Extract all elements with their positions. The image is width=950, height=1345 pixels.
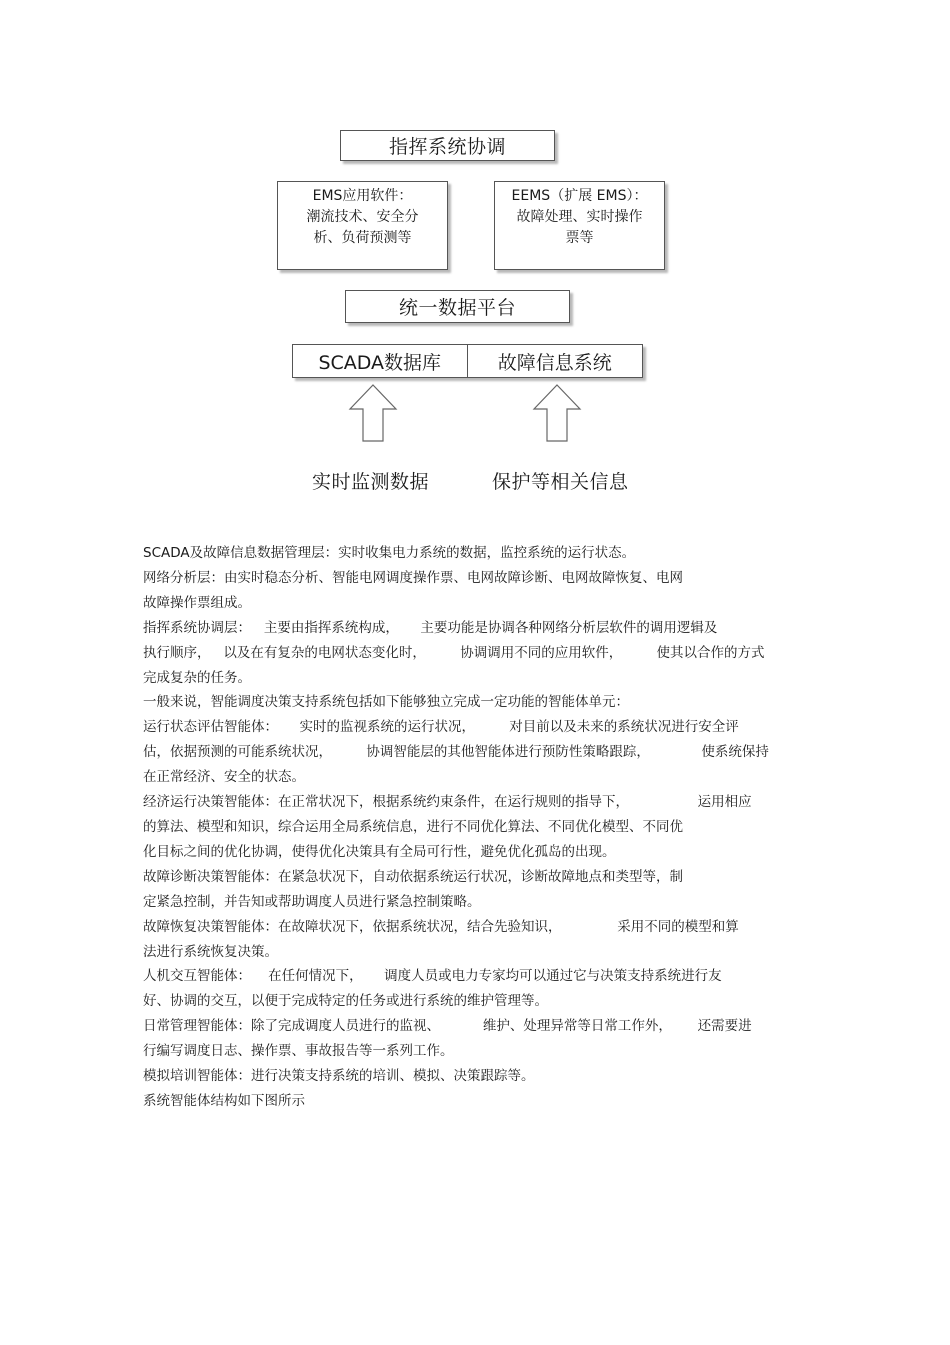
paragraph-line: 法进行系统恢复决策。	[143, 943, 278, 960]
eems-line-3: 票等	[565, 230, 594, 246]
paragraph-line: 一般来说，智能调度决策支持系统包括如下能够独立完成一定功能的智能体单元：	[143, 694, 629, 711]
realtime-monitoring-data-label: 实时监测数据	[312, 471, 430, 493]
paragraph-line: 故障诊断决策智能体：在紧急状况下，自动依据系统运行状况，诊断故障地点和类型等，制	[143, 868, 683, 885]
paragraph-line: 经济运行决策智能体：在正常状况下，根据系统约束条件，在运行规则的指导下， 运用相应	[143, 794, 752, 811]
paragraph-line: 行编写调度日志、操作票、事故报告等一系列工作。	[143, 1043, 454, 1060]
ems-line-1: EMS应用软件：	[312, 188, 413, 204]
paragraph-line: 故障恢复决策智能体：在故障状况下，依据系统状况，结合先验知识， 采用不同的模型和算	[143, 918, 739, 935]
paragraph-line: 定紧急控制，并告知或帮助调度人员进行紧急控制策略。	[143, 893, 481, 910]
fault-info-system-cell: 故障信息系统	[467, 345, 643, 377]
paragraph-line: 估，依据预测的可能系统状况， 协调智能层的其他智能体进行预防性策略跟踪， 使系统保持	[143, 744, 769, 761]
command-coordination-box: 指挥系统协调	[340, 130, 555, 161]
body-text	[143, 541, 808, 1114]
ems-line-2: 潮流技术、安全分	[306, 209, 419, 225]
paragraph-line: 人机交互智能体： 在任何情况下， 调度人员或电力专家均可以通过它与决策支持系统进行友	[143, 968, 722, 985]
paragraph-line: 故障操作票组成。	[143, 594, 251, 611]
eems-line-1: EEMS（扩展 EMS）：	[511, 188, 648, 204]
paragraph-line: 好、协调的交互，以便于完成特定的任务或进行系统的维护管理等。	[143, 993, 548, 1010]
paragraph-line: 在正常经济、安全的状态。	[143, 769, 305, 786]
eems-line-2: 故障处理、实时操作	[516, 209, 643, 225]
eems-box	[494, 181, 665, 270]
scada-database-cell: SCADA数据库	[318, 351, 442, 374]
paragraph-line: 化目标之间的优化协调，使得优化决策具有全局可行性，避免优化孤岛的出现。	[143, 843, 616, 860]
ems-line-3: 析、负荷预测等	[313, 230, 412, 246]
unified-data-platform-box: 统一数据平台	[345, 290, 570, 323]
data-source-box	[292, 344, 643, 378]
paragraph-line: 日常管理智能体：除了完成调度人员进行的监视、 维护、处理异常等日常工作外， 还需要进	[143, 1018, 752, 1035]
up-arrow-icon	[347, 382, 399, 444]
paragraph-line: 指挥系统协调层： 主要由指挥系统构成， 主要功能是协调各种网络分析层软件的调用逻辑及	[143, 619, 718, 636]
paragraph-line: 的算法、模型和知识，综合运用全局系统信息，进行不同优化算法、不同优化模型、不同优	[143, 818, 683, 835]
ems-software-box	[277, 181, 448, 270]
paragraph-line: 运行状态评估智能体： 实时的监视系统的运行状况， 对目前以及未来的系统状况进行安全评	[143, 719, 739, 736]
protection-info-label: 保护等相关信息	[492, 471, 629, 493]
paragraph-line: 网络分析层：由实时稳态分析、智能电网调度操作票、电网故障诊断、电网故障恢复、电网	[143, 569, 683, 586]
up-arrow-icon	[531, 382, 583, 444]
paragraph-line: 模拟培训智能体：进行决策支持系统的培训、模拟、决策跟踪等。	[143, 1068, 535, 1085]
paragraph-line: SCADA及故障信息数据管理层：实时收集电力系统的数据，监控系统的运行状态。	[143, 545, 636, 561]
paragraph-line: 系统智能体结构如下图所示	[143, 1092, 305, 1109]
paragraph-line: 执行顺序， 以及在有复杂的电网状态变化时， 协调调用不同的应用软件， 使其以合作的方式	[143, 644, 765, 661]
paragraph-line: 完成复杂的任务。	[143, 669, 251, 686]
